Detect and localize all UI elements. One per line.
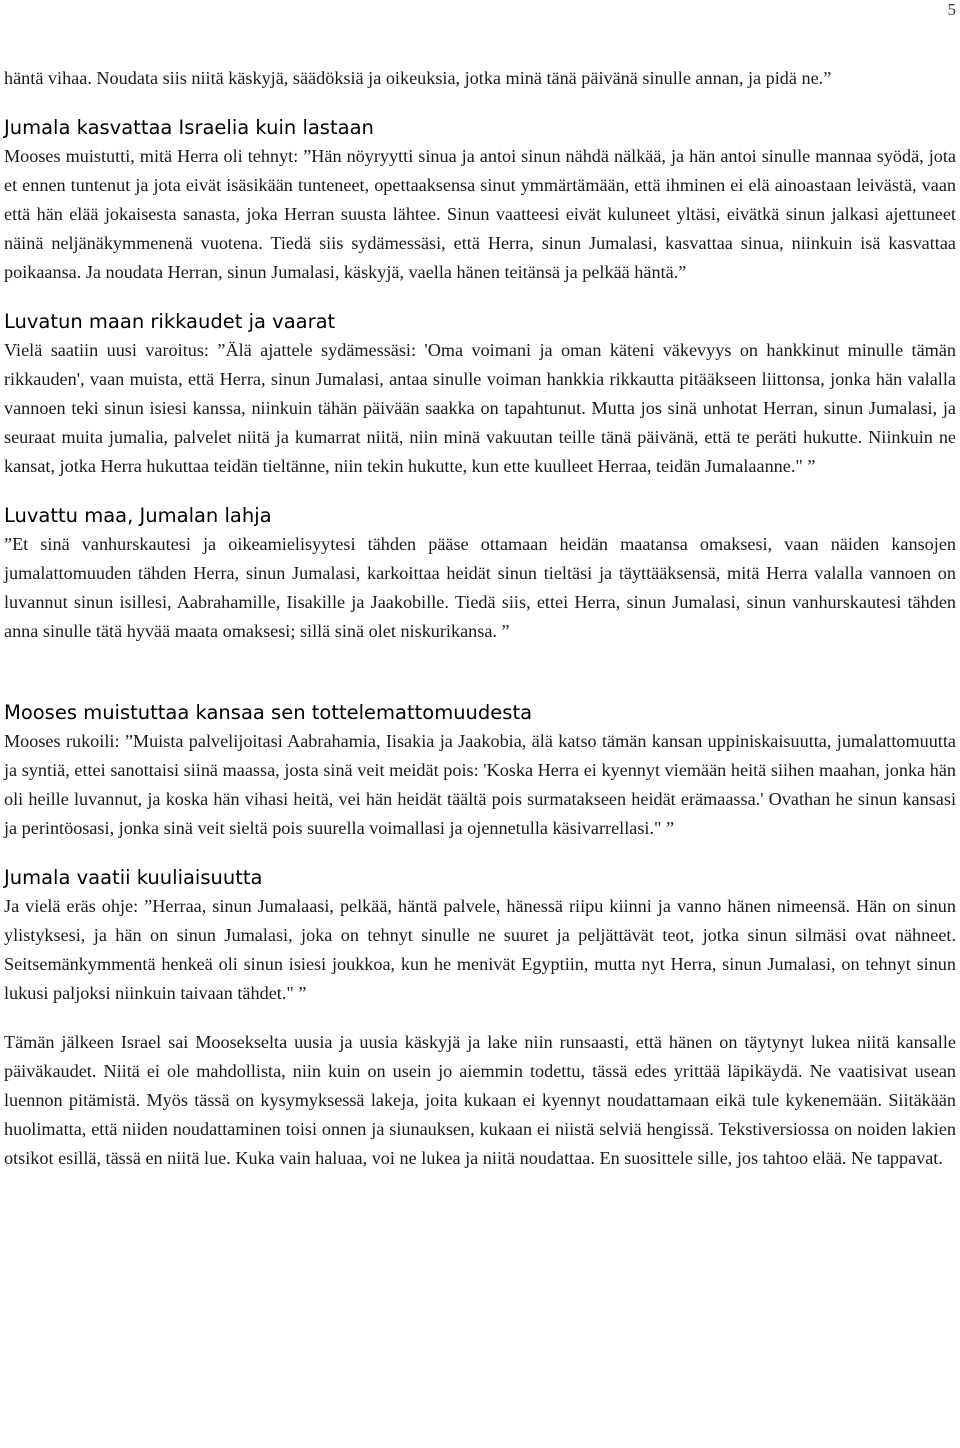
heading-rikkaudet: Luvatun maan rikkaudet ja vaarat bbox=[4, 310, 336, 333]
page-number: 5 bbox=[947, 0, 956, 19]
heading-lahja: Luvattu maa, Jumalan lahja bbox=[4, 504, 272, 527]
spacer bbox=[4, 1008, 956, 1028]
heading-tottelemattomuus: Mooses muistuttaa kansaa sen tottelemattomuudesta bbox=[4, 701, 533, 724]
spacer bbox=[4, 481, 956, 501]
spacer bbox=[4, 646, 956, 698]
spacer bbox=[4, 93, 956, 113]
paragraph-lahja: ”Et sinä vanhurskautesi ja oikeamielisyytesi tähden pääse ottamaan heidän maatansa omaksesi, vaan näiden kansojen jumalattomuuden tähden Herra, sinun Jumalasi, karkoittaa heidät sinun tieltäsi ja täyttääksensä, mitä Herra valalla vannoen on luvannut sinun isillesi, Aabrahamille, Iisakille ja Jaakobille. Tiedä siis, ettei Herra, sinun Jumalasi, sinun vanhurskautesi tähden anna sinulle tätä hyvää maata omaksesi; sillä sinä olet niskurikansa. ” bbox=[4, 534, 956, 641]
spacer bbox=[4, 843, 956, 863]
paragraph-closing: Tämän jälkeen Israel sai Moosekselta uusia ja uusia käskyjä ja lake niin runsaasti, että hänen on täytynyt lukea niitä kansalle päiväkaudet. Niitä ei ole mahdollista, niin kuin on usein jo aiemmin todettu, tässä edes yrittää läpikäydä. Ne vaatisivat usean luennon pitämistä. Myös tässä on kysymyksessä lakeja, joita kukaan ei kyennyt noudattamaan eikä tule kykenemään. Siitäkään huolimatta, että niiden noudattaminen toisi onnen ja siunauksen, kukaan ei niistä selviä hengissä. Tekstiversiossa on noiden lakien otsikot esillä, tässä en niitä lue. Kuka vain haluaa, voi ne lukea ja niitä noudattaa. En suosittele sille, jos tahtoo elää. Ne tappavat. bbox=[4, 1032, 956, 1168]
paragraph-kasvattaa: Mooses muistutti, mitä Herra oli tehnyt: ”Hän nöyryytti sinua ja antoi sinun nähdä nälkää, ja hän antoi sinulle mannaa syödä, jota et ennen tuntenut ja jota eivät isäsikään tunteneet, opettaaksensa sinut ymmärtämään, että ihminen ei elä ainoastaan leivästä, vaan että hän elää jokaisesta sanasta, joka Herran suusta lähtee. Sinun vaatteesi eivät kuluneet yltäsi, eivätkä sinun jalkasi ajettuneet näinä neljänäkymmenenä vuotena. Tiedä siis sydämessäsi, että Herra, sinun Jumalasi, kasvattaa sinua, niinkuin isä kasvattaa poikaansa. Ja noudata Herran, sinun Jumalasi, käskyjä, vaella hänen teitänsä ja pelkää häntä.” bbox=[4, 146, 956, 282]
heading-kuuliaisuus: Jumala vaatii kuuliaisuutta bbox=[4, 866, 263, 889]
spacer bbox=[4, 287, 956, 307]
paragraph-tottelemattomuus: Mooses rukoili: ”Muista palvelijoitasi Aabrahamia, Iisakia ja Jaakobia, älä katso tämän kansan uppiniskaisuutta, jumalattomuutta ja syntiä, ettei sanottaisi siinä maassa, josta sinä veit meidät pois: 'Koska Herra ei kyennyt viemään heitä siihen maahan, jonka hän oli heille luvannut, ja koska hän vihasi heitä, vei hän heidät täältä pois surmatakseen heidät erämaassa.' Ovathan he sinun kansasi ja perintöosasi, jonka sinä veit sieltä pois suurella voimallasi ja ojennetulla käsivarrellasi." ” bbox=[4, 731, 956, 838]
document-body bbox=[4, 64, 956, 1173]
paragraph-intro: häntä vihaa. Noudata siis niitä käskyjä, säädöksiä ja oikeuksia, jotka minä tänä päivänä sinulle annan, ja pidä ne.” bbox=[4, 68, 832, 88]
heading-kasvattaa: Jumala kasvattaa Israelia kuin lastaan bbox=[4, 116, 374, 139]
paragraph-kuuliaisuus: Ja vielä eräs ohje: ”Herraa, sinun Jumalaasi, pelkää, häntä palvele, hänessä riipu kiinni ja vanno hänen nimeensä. Hän on sinun ylistyksesi, ja hän on sinun Jumalasi, joka on tehnyt sinulle ne suuret ja peljättävät teot, jotka sinun silmäsi ovat nähneet. Seitsemänkymmentä henkeä oli sinun isiesi joukkoa, kun he menivät Egyptiin, mutta nyt Herra, sinun Jumalasi, on tehnyt sinun lukusi paljoksi niinkuin taivaan tähdet." ” bbox=[4, 896, 956, 1003]
paragraph-rikkaudet: Vielä saatiin uusi varoitus: ”Älä ajattele sydämessäsi: 'Oma voimani ja oman käteni väkevyys on hankkinut minulle tämän rikkauden', vaan muista, että Herra, sinun Jumalasi, antaa sinulle voiman hankkia rikkautta pitääkseen liittonsa, jonka hän valalla vannoen teki sinun isiesi kanssa, niinkuin tähän päivään saakka on tapahtunut. Mutta jos sinä unhotat Herran, sinun Jumalasi, ja seuraat muita jumalia, palvelet niitä ja kumarrat niitä, niin minä vakuutan teille tänä päivänä, että te peräti hukutte. Niinkuin ne kansat, jotka Herra hukuttaa teidän tieltänne, niin tekin hukutte, kun ette kuulleet Herraa, teidän Jumalaanne." ” bbox=[4, 340, 956, 476]
